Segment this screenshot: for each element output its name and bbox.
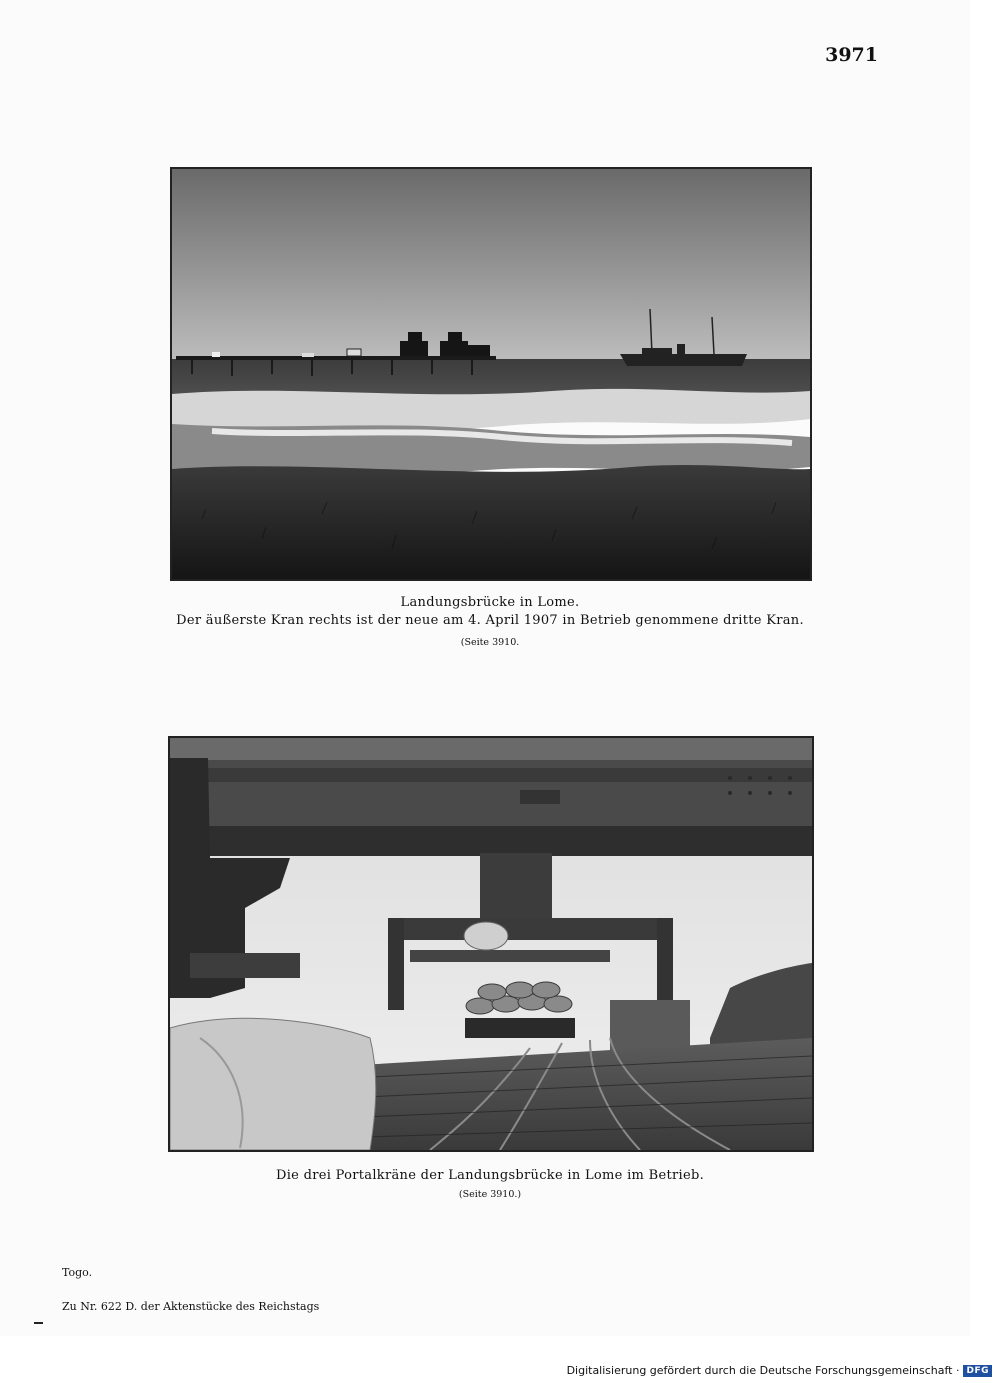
footer-source: Zu Nr. 622 D. der Aktenstücke des Reichstags xyxy=(62,1300,320,1313)
digitization-banner xyxy=(567,1364,992,1377)
photo-portal-cranes xyxy=(168,736,814,1152)
figure1-reference: (Seite 3910. xyxy=(460,637,520,648)
figure1-subtitle: Der äußerste Kran rechts ist der neue am 4. April 1907 in Betrieb genommene dritte Kran. xyxy=(176,613,804,628)
footer-region: Togo. xyxy=(62,1266,93,1279)
figure2-reference: (Seite 3910.) xyxy=(458,1189,522,1200)
margin-mark xyxy=(34,1322,43,1324)
page-number: 3971 xyxy=(825,44,878,66)
banner-text: Digitalisierung gefördert durch die Deutsche Forschungsgemeinschaft · xyxy=(566,1364,960,1377)
figure1-title: Landungsbrücke in Lome. xyxy=(400,595,580,610)
figure2-title: Die drei Portalkräne der Landungsbrücke in Lome im Betrieb. xyxy=(275,1168,704,1183)
photo-landing-pier xyxy=(170,167,812,581)
dfg-logo: DFG xyxy=(963,1365,992,1377)
